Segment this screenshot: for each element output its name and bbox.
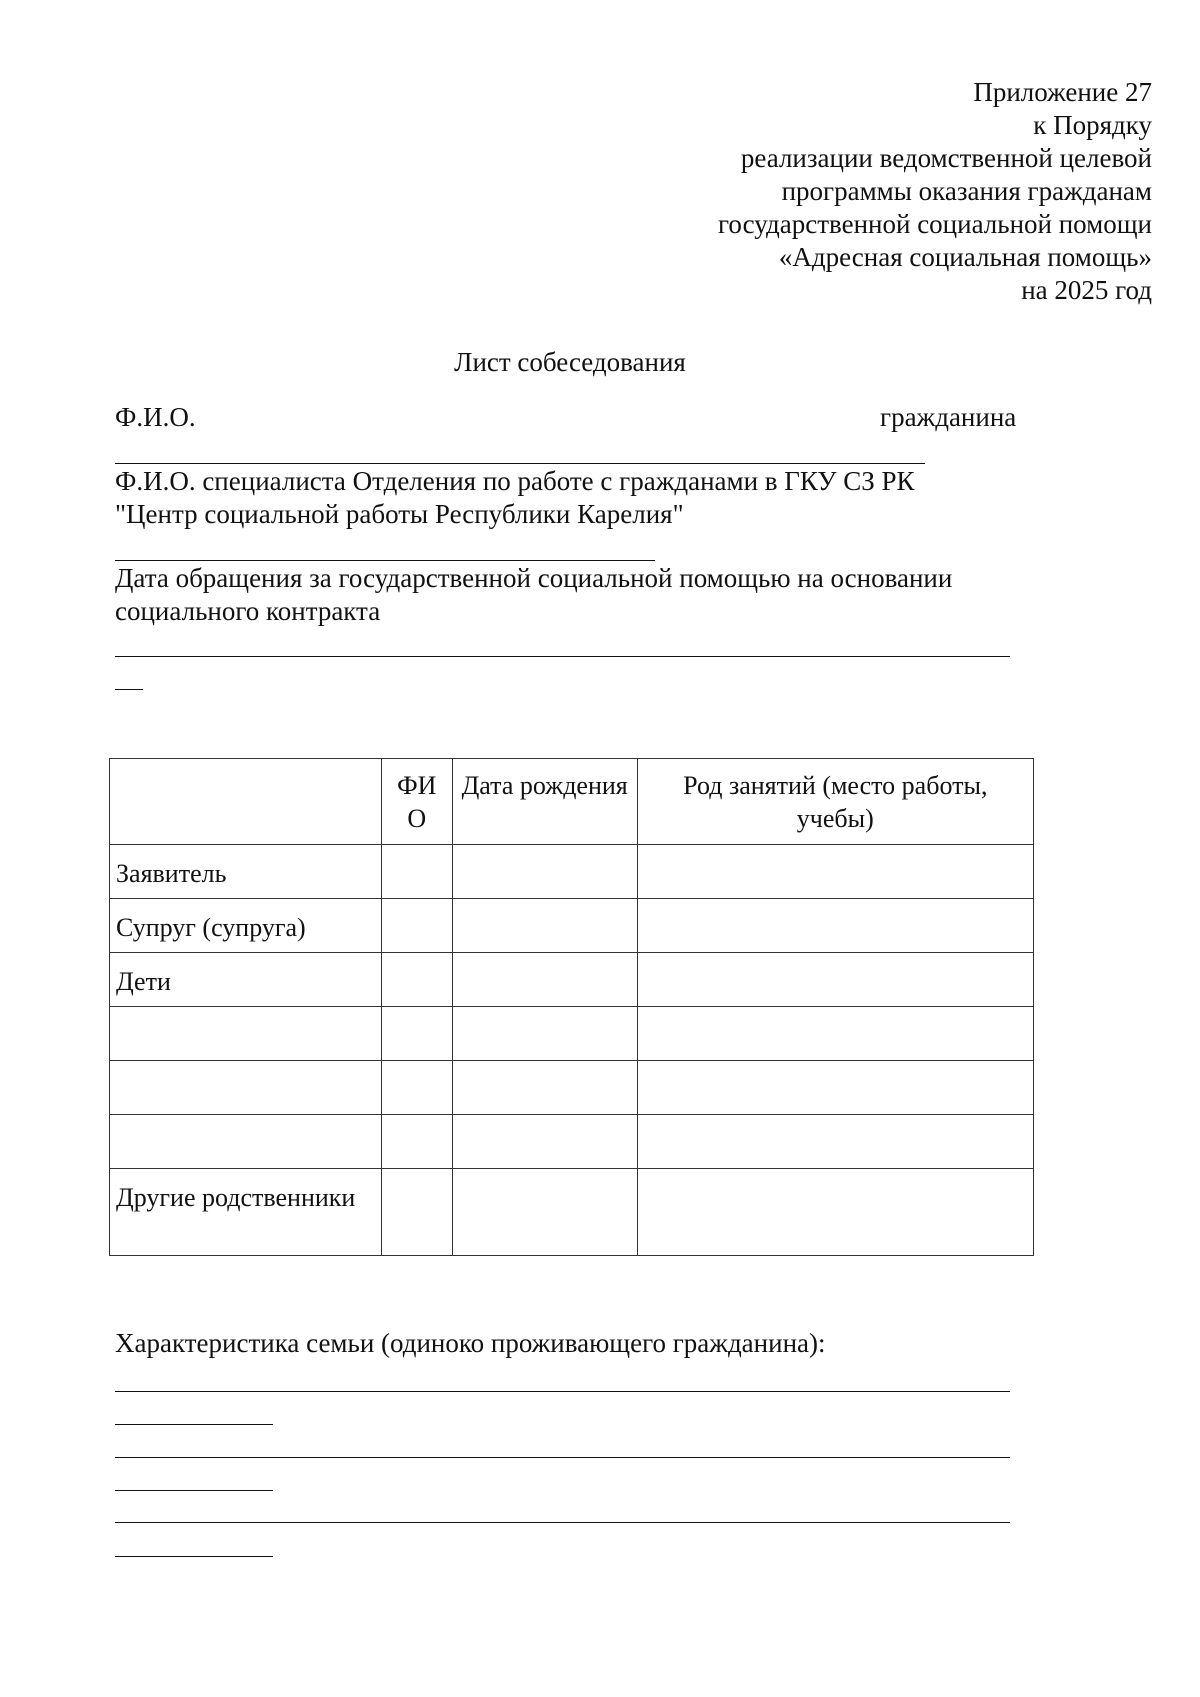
specialist-label-line1: Ф.И.О. специалиста Отделения по работе с гражданами в ГКУ СЗ РК <box>115 466 915 496</box>
characteristics-line[interactable] <box>115 1522 1010 1523</box>
birthdate-cell[interactable] <box>452 1007 637 1061</box>
table-row <box>110 899 1034 953</box>
table-header-cell <box>381 759 452 845</box>
fio-cell[interactable] <box>381 1061 452 1115</box>
birthdate-cell[interactable] <box>452 953 637 1007</box>
occupation-cell[interactable] <box>637 899 1033 953</box>
specialist-input-line[interactable] <box>115 560 655 561</box>
header-line: «Адресная социальная помощь» <box>778 242 1152 272</box>
table-row <box>110 1169 1034 1256</box>
row-label-cell: Дети <box>110 953 382 1007</box>
characteristics-line-short <box>115 1424 273 1425</box>
birthdate-cell[interactable] <box>452 1061 637 1115</box>
row-label-cell: Супруг (супруга) <box>110 899 382 953</box>
row-label-cell <box>110 1007 382 1061</box>
date-label-line1: Дата обращения за государственной социальной помощью на основании <box>115 563 953 593</box>
fio-cell[interactable] <box>381 953 452 1007</box>
fio-input-line[interactable] <box>115 463 925 464</box>
birthdate-cell[interactable] <box>452 845 637 899</box>
characteristics-line-short <box>115 1556 273 1557</box>
table-row <box>110 1007 1034 1061</box>
fio-cell[interactable] <box>381 1007 452 1061</box>
specialist-label-line2: "Центр социальной работы Республики Карелия" <box>115 499 684 529</box>
occupation-cell[interactable] <box>637 1115 1033 1169</box>
row-label-cell <box>110 1061 382 1115</box>
birthdate-cell[interactable] <box>452 1169 637 1256</box>
table-row <box>110 1061 1034 1115</box>
row-label-cell <box>110 1115 382 1169</box>
table-header-cell: Дата рождения <box>452 759 637 845</box>
characteristics-line[interactable] <box>115 1457 1010 1458</box>
table-header-row <box>110 759 1034 845</box>
date-input-line-continuation <box>115 689 143 690</box>
fio-header: ФИО <box>397 771 437 833</box>
fio-cell[interactable] <box>381 845 452 899</box>
table-row <box>110 1115 1034 1169</box>
table-row <box>110 845 1034 899</box>
document-title: Лист собеседования <box>454 347 686 377</box>
characteristics-line-short <box>115 1490 273 1491</box>
occupation-cell[interactable] <box>637 1061 1033 1115</box>
occupation-cell[interactable] <box>637 845 1033 899</box>
fio-cell[interactable] <box>381 899 452 953</box>
header-line: на 2025 год <box>1021 275 1152 305</box>
row-label-cell: Другие родственники <box>110 1169 382 1256</box>
header-line: программы оказания гражданам <box>781 176 1152 206</box>
occupation-cell[interactable] <box>637 953 1033 1007</box>
appendix-header <box>718 76 1152 307</box>
header-line: государственной социальной помощи <box>718 209 1152 239</box>
row-label-cell: Заявитель <box>110 845 382 899</box>
characteristics-line[interactable] <box>115 1391 1010 1392</box>
fio-suffix: гражданина <box>880 402 1017 432</box>
family-members-table <box>109 758 1034 1256</box>
birthdate-cell[interactable] <box>452 1115 637 1169</box>
birthdate-cell[interactable] <box>452 899 637 953</box>
table-header-cell <box>110 759 382 845</box>
date-label-line2: социального контракта <box>115 596 381 626</box>
fio-cell[interactable] <box>381 1115 452 1169</box>
header-line: реализации ведомственной целевой <box>740 143 1152 173</box>
fio-label: Ф.И.О. <box>115 402 196 432</box>
table-row <box>110 953 1034 1007</box>
occupation-cell[interactable] <box>637 1169 1033 1256</box>
date-input-line[interactable] <box>115 656 1010 657</box>
table-header-cell: Род занятий (место работы, учебы) <box>637 759 1033 845</box>
header-line: Приложение 27 <box>973 77 1152 107</box>
header-line: к Порядку <box>1033 110 1152 140</box>
characteristics-label: Характеристика семьи (одиноко проживающего гражданина): <box>115 1328 826 1358</box>
fio-cell[interactable] <box>381 1169 452 1256</box>
occupation-cell[interactable] <box>637 1007 1033 1061</box>
